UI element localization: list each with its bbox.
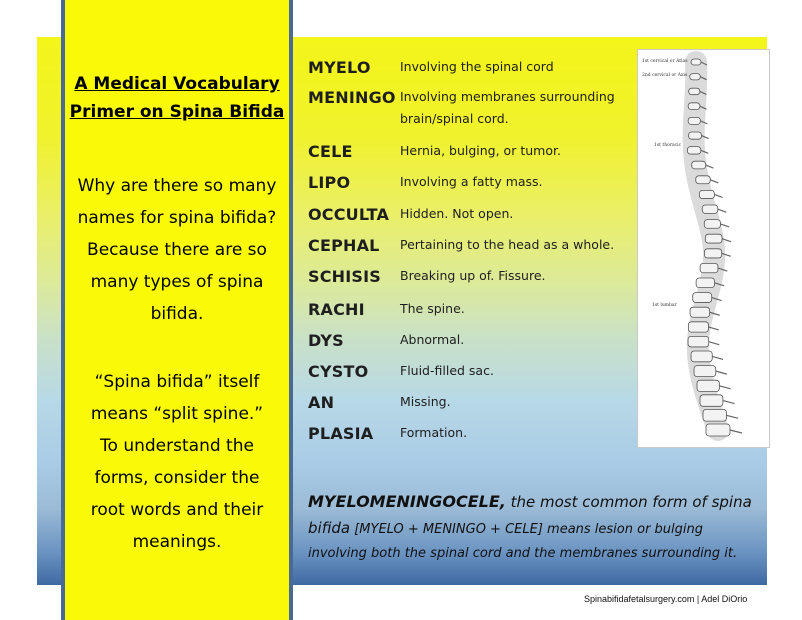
explanation-line: “Spina bifida” itself: [94, 372, 260, 392]
spine-drawing: [638, 50, 769, 447]
intro-line: Why are there so many: [77, 176, 277, 196]
vertebra: [689, 132, 702, 139]
explanation-paragraph: [65, 366, 289, 558]
vertebra: [702, 205, 718, 213]
vertebra-process: [723, 401, 735, 404]
vertebra: [687, 147, 700, 154]
spine-label: 1st thoracic: [654, 143, 682, 148]
vertebra: [696, 278, 714, 288]
summary-line-1: [308, 490, 768, 516]
vocab-term: MENINGO: [308, 88, 396, 107]
summary-text: bifida: [308, 519, 351, 537]
vocab-definition: Breaking up of. Fissure.: [400, 268, 546, 283]
vertebra: [688, 103, 700, 110]
vertebra-process: [714, 194, 722, 197]
vocab-definition: brain/spinal cord.: [400, 111, 509, 126]
vertebra: [688, 336, 709, 347]
vertebra: [691, 351, 712, 362]
vertebra: [693, 293, 712, 303]
explanation-line: meanings.: [132, 532, 222, 552]
vocab-definition: Involving a fatty mass.: [400, 174, 543, 189]
vertebra-process: [720, 224, 729, 227]
vocab-definition: Hidden. Not open.: [400, 206, 514, 221]
title-line-1: A Medical Vocabulary: [74, 74, 280, 94]
vertebra-process: [710, 180, 718, 183]
vocab-term: CYSTO: [308, 362, 369, 381]
vertebra-process: [712, 356, 723, 359]
vertebra: [690, 307, 710, 317]
vocab-term: RACHI: [308, 300, 365, 319]
vocab-term: SCHISIS: [308, 267, 382, 286]
vertebra-process: [726, 415, 738, 418]
explanation-line: To understand the: [100, 436, 254, 456]
vertebra: [694, 366, 716, 377]
intro-paragraph: [65, 170, 289, 330]
spine-label: 2nd cervical or Axis: [642, 73, 688, 78]
vertebra-process: [719, 386, 730, 389]
vertebra: [706, 424, 730, 436]
vocab-definition: Formation.: [400, 425, 468, 440]
vocab-term: PLASIA: [308, 424, 374, 443]
vertebra: [703, 409, 726, 421]
title-line-2: Primer on Spina Bifida: [69, 102, 285, 122]
vocab-term: AN: [308, 393, 335, 412]
page-title: [65, 70, 289, 126]
vertebra-process: [709, 342, 720, 345]
spine-label: 1st cervical or Atlas: [642, 59, 688, 64]
vocab-definition: Involving the spinal cord: [400, 59, 554, 74]
intro-line: Because there are so: [87, 240, 267, 260]
vocab-definition: Missing.: [400, 394, 451, 409]
vocab-term: CELE: [308, 142, 353, 161]
vertebra: [697, 380, 719, 391]
summary-bold-term: MYELOMENINGOCELE,: [308, 492, 506, 511]
vertebra: [705, 234, 722, 243]
credit-footer: Spinabifidafetalsurgery.com | Adel DiOrio: [584, 594, 748, 604]
vocab-term: LIPO: [308, 173, 351, 192]
summary-text: the most common form of spina: [505, 493, 752, 511]
vocab-definition: Abnormal.: [400, 332, 465, 347]
vocab-term: DYS: [308, 331, 344, 350]
vocab-definition: The spine.: [400, 301, 465, 316]
summary-line-3: involving both the spinal cord and the membranes surrounding it.: [308, 546, 738, 561]
summary-line-2: [308, 516, 768, 542]
vertebra: [704, 249, 721, 258]
explanation-line: forms, consider the: [94, 468, 260, 488]
vocab-definition: Hernia, bulging, or tumor.: [400, 143, 561, 158]
vertebra: [696, 176, 710, 184]
intro-line: bifida.: [150, 304, 204, 324]
intro-line: many types of spina: [90, 272, 264, 292]
vertebra: [699, 190, 714, 198]
vertebra: [691, 59, 701, 65]
spine-illustration: [637, 49, 770, 448]
vocab-definition: Pertaining to the head as a whole.: [400, 237, 615, 252]
summary-paragraph: [308, 490, 768, 566]
intro-line: names for spina bifida?: [77, 208, 277, 228]
vocab-term: OCCULTA: [308, 205, 390, 224]
vocab-term: CEPHAL: [308, 236, 380, 255]
vertebra: [690, 74, 701, 80]
vertebra-process: [718, 209, 726, 212]
vertebra: [692, 161, 706, 169]
explanation-line: root words and their: [90, 500, 264, 520]
vertebra: [689, 88, 700, 94]
spine-label: 1st lumbar: [652, 303, 677, 308]
vocab-term: MYELO: [308, 58, 371, 77]
left-info-column: [61, 0, 293, 620]
vertebra: [700, 263, 718, 272]
vocab-definition: Fluid-filled sac.: [400, 363, 494, 378]
summary-text: [MYELO + MENINGO + CELE] means lesion or bulging: [350, 522, 704, 537]
vertebra: [688, 117, 700, 124]
vocab-definition: Involving membranes surrounding: [400, 89, 615, 104]
vertebra-process: [716, 371, 727, 374]
explanation-line: means “split spine.”: [90, 404, 264, 424]
vertebra: [700, 395, 723, 407]
vertebra: [704, 220, 720, 229]
vertebra-process: [730, 430, 742, 433]
vertebra: [688, 322, 708, 332]
